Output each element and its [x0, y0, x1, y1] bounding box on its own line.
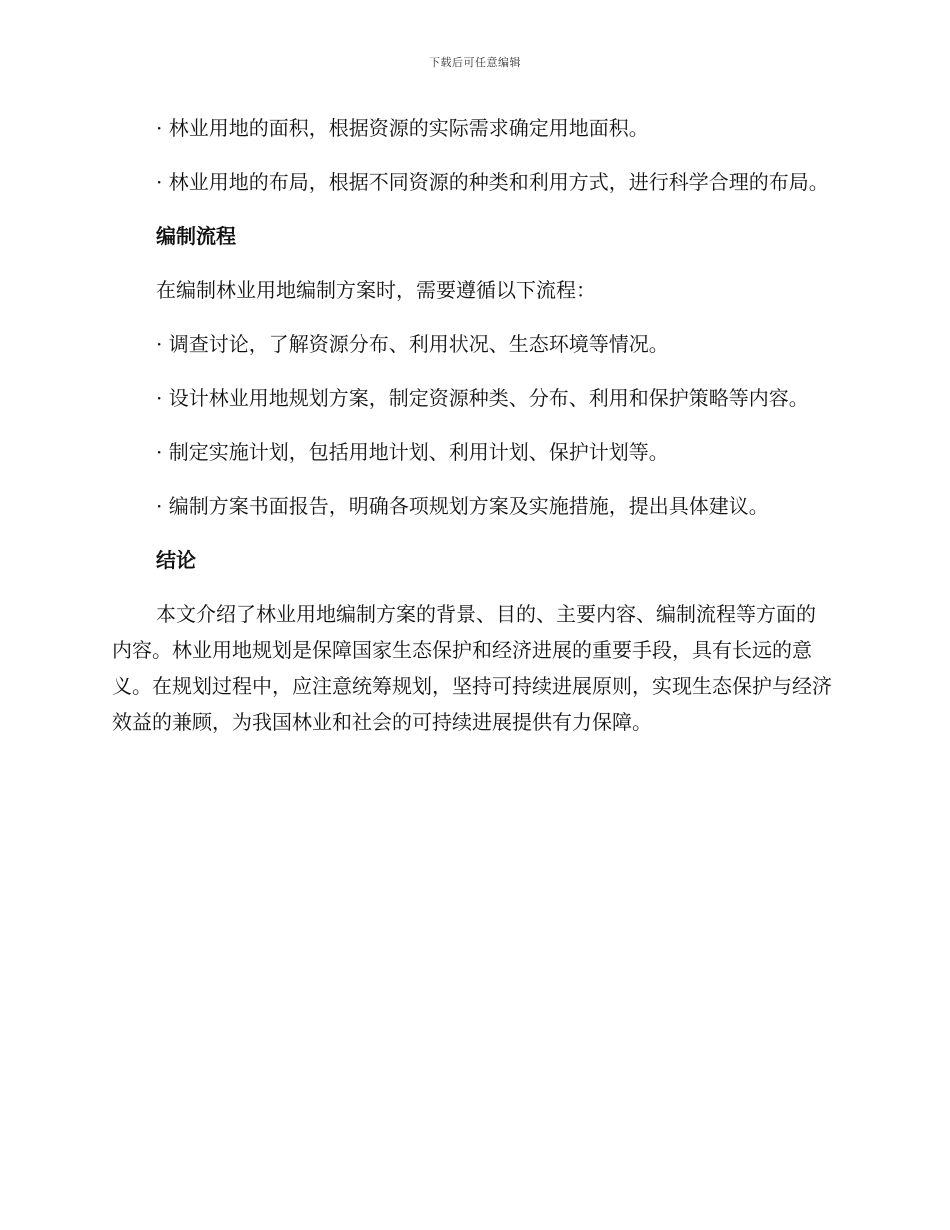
conclusion-paragraph: 本文介绍了林业用地编制方案的背景、目的、主要内容、编制流程等方面的内容。林业用地规划是保障国家生态保护和经济进展的重要手段，具有长远的意义。在规划过程中，应注意统筹规划，坚持可持续进展原则，实现生态保护与经济效益的兼顾，为我国林业和社会的可持续进展提供有力保障。: [112, 602, 832, 734]
process-item-report: · 编制方案书面报告，明确各项规划方案及实施措施，提出具体建议。: [156, 494, 769, 518]
document-body: [112, 110, 832, 758]
process-lead: 在编制林业用地编制方案时，需要遵循以下流程：: [156, 278, 596, 302]
process-item-survey: · 调查讨论，了解资源分布、利用状况、生态环境等情况。: [156, 332, 669, 356]
process-item-design: · 设计林业用地规划方案，制定资源种类、分布、利用和保护策略等内容。: [156, 386, 809, 410]
page-header-note: 下载后可任意编辑: [429, 56, 521, 69]
process-item-plan: · 制定实施计划，包括用地计划、利用计划、保护计划等。: [156, 440, 669, 464]
heading-process: 编制流程: [156, 224, 236, 248]
bullet-land-area: · 林业用地的面积，根据资源的实际需求确定用地面积。: [156, 116, 649, 140]
bullet-land-layout: · 林业用地的布局，根据不同资源的种类和利用方式，进行科学合理的布局。: [156, 170, 829, 194]
heading-conclusion: 结论: [156, 548, 196, 572]
